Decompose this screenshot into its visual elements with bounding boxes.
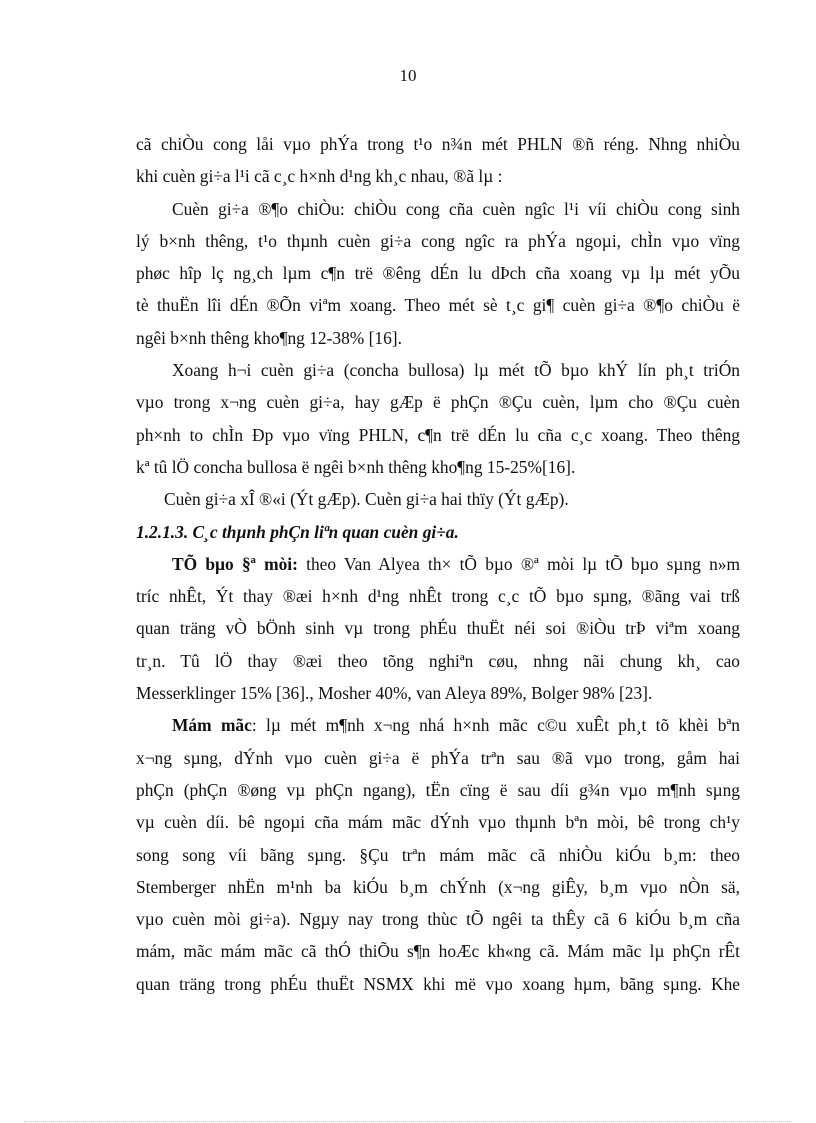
page-number: 10 — [399, 66, 417, 85]
text-line: lý b×nh thêng, t¹o thµnh cuèn gi÷a cong ngîc ra phÝa ngoµi, chÌn vµo vïng — [136, 230, 740, 251]
text-line: Cuèn gi÷a ®¶o chiÒu: chiÒu cong cña cuèn ngîc l¹i víi chiÒu cong sinh — [172, 198, 740, 219]
body-text — [136, 128, 740, 1000]
text-line — [136, 548, 740, 580]
text-line: cã chiÒu cong låi vµo phÝa trong t¹o n¾n mét PHLN ®ñ réng. Nhng nhiÒu — [136, 134, 740, 154]
text-run: theo Van Alyea th× tÕ bµo ®ª mòi lµ tÕ bµo sµng n»m — [297, 553, 740, 574]
text-line: quan träng trong phÉu thuËt NSMX khi më vµo xoang hµm, bãng sµng. Khe — [136, 973, 740, 994]
page-bottom-divider — [24, 1121, 792, 1122]
text-line: mám, mãc mám mãc cã thÓ thiÕu s¶n hoÆc kh«ng cã. Mám mãc lµ phÇn rÊt — [136, 941, 740, 962]
text-line: tr¸n. Tû lÖ thay ®æi theo tõng nghiªn cøu, nhng nãi chung kh¸ cao — [136, 650, 740, 671]
text-line: Xoang h¬i cuèn gi÷a (concha bullosa) lµ mét tÕ bµo khÝ lín ph¸t triÓn — [172, 360, 740, 381]
text-line: tríc nhÊt, Ýt thay ®æi h×nh d¹ng nhÊt trong c¸c tÕ bµo sµng, ®ãng vai trß — [136, 586, 740, 607]
text-line: vµo cuèn mòi gi÷a). Ngµy nay trong thùc tÕ ngêi ta thÊy cã 6 kiÓu b¸m cña — [136, 909, 740, 930]
text-line: kª tû lÖ concha bullosa ë ngêi b×nh thêng kho¶ng 15-25%[16]. — [136, 456, 576, 477]
text-line: quan träng vÒ bÖnh sinh vµ trong phÉu thuËt néi soi ®iÒu trÞ viªm xoang — [136, 618, 740, 639]
text-line: Stemberger nhËn m¹nh ba kiÓu b¸m chÝnh (x¬ng giÊy, b¸m vµo nÒn sä, — [136, 876, 740, 897]
term-label: TÕ bµo §ª mòi: — [172, 553, 298, 574]
text-line: Messerklinger 15% [36]., Mosher 40%, van Aleya 89%, Bolger 98% [23]. — [136, 683, 653, 704]
term-label: Mám mãc — [172, 715, 252, 736]
text-line: ph×nh to chÌn Ðp vµo vïng PHLN, c¶n trë dÉn lu cña c¸c xoang. Theo thêng — [136, 424, 740, 445]
text-line: song song víi bãng sµng. §Çu trªn mám mãc cã nhiÒu kiÓu b¸m: theo — [136, 844, 740, 865]
text-line: ngêi b×nh thêng kho¶ng 12-38% [16]. — [136, 327, 402, 348]
text-line: phÇn (phÇn ®øng vµ phÇn ngang), tËn cïng ë sau díi g¾n vµo m¶nh sµng — [136, 779, 740, 800]
text-line: vµ cuèn díi. bê ngoµi cña mám mãc dÝnh vµo thµnh bªn mòi, bê trong ch¹y — [136, 812, 740, 833]
text-line — [136, 709, 740, 741]
text-line: khi cuèn gi÷a l¹i cã c¸c h×nh d¹ng kh¸c nhau, ®ã lµ : — [136, 166, 503, 187]
text-line: phøc hîp lç ng¸ch lµm c¶n trë ®êng dÉn lu dÞch cña xoang vµ lµ mét yÕu — [136, 263, 740, 284]
text-line: tè thuËn lîi dÉn ®Õn viªm xoang. Theo mét sè t¸c gi¶ cuèn gi÷a ®¶o chiÒu ë — [136, 295, 740, 316]
text-run: : lµ mét m¶nh x¬ng nhá h×nh mãc c©u xuÊt ph¸t tõ khèi bªn — [251, 715, 740, 736]
text-line: Cuèn gi÷a xÎ ®«i (Ýt gÆp). Cuèn gi÷a hai thïy (Ýt gÆp). — [164, 489, 569, 510]
text-line: x¬ng sµng, dÝnh vµo cuèn gi÷a ë phÝa trªn sau ®ã vµo trong, gåm hai — [136, 747, 740, 768]
section-heading: 1.2.1.3. C¸c thµnh phÇn liªn quan cuèn gi÷a. — [136, 521, 459, 542]
text-line: vµo trong x¬ng cuèn gi÷a, hay gÆp ë phÇn ®Çu cuèn, lµm cho ®Çu cuèn — [136, 392, 740, 413]
